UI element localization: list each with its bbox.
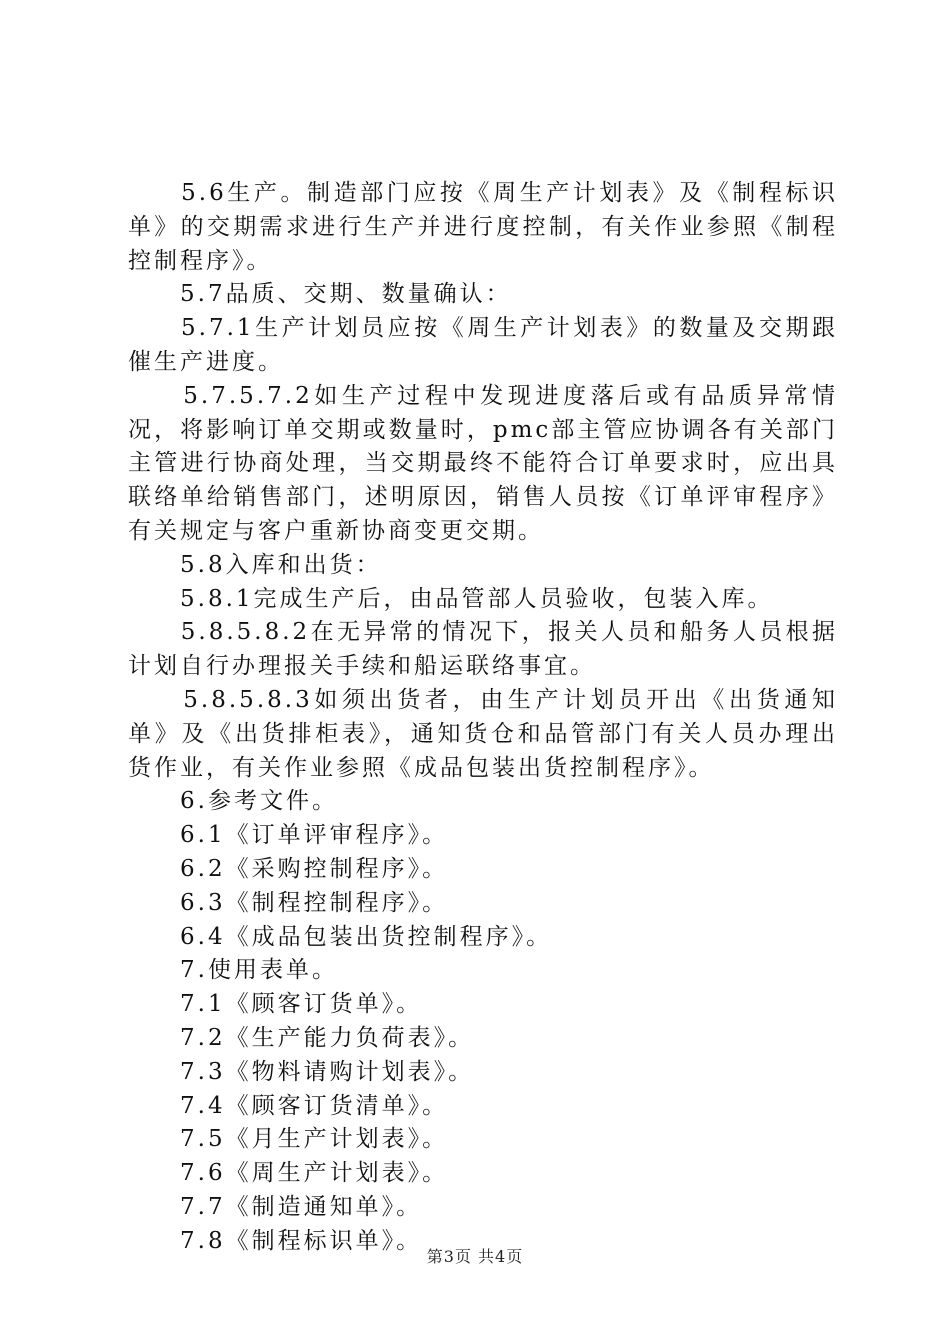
paragraph-5-7: 5.7品质、交期、数量确认： — [128, 281, 512, 308]
paragraph-5-8-1: 5.8.1完成生产后，由品管部人员验收，包装入库。 — [128, 585, 774, 612]
paragraph-7-8: 7.8《制程标识单》。 — [128, 1227, 423, 1254]
paragraph-6-1: 6.1《订单评审程序》。 — [128, 822, 449, 849]
paragraph-6-4: 6.4《成品包装出货控制程序》。 — [128, 923, 553, 950]
page-footer: 第3页 共4页 — [426, 1247, 524, 1266]
paragraph-7-7: 7.7《制造通知单》。 — [128, 1193, 423, 1220]
paragraph-7-3: 7.3《物料请购计划表》。 — [128, 1058, 475, 1085]
paragraph-6: 6.参考文件。 — [128, 788, 338, 815]
paragraph-5-7-2: 5.7.5.7.2如生产过程中发现进度落后或有品质异常情况，将影响订单交期或数量时，pmc部主管应协调各有关部门主管进行协商处理，当交期最终不能符合订单要求时，应出具联络单给销售部门，述明原因，销售人员按《订单评审程序》有关规定与客户重新协商变更交期。 — [128, 382, 838, 544]
paragraph-5-8-2: 5.8.5.8.2在无异常的情况下，报关人员和船务人员根据计划自行办理报关手续和船运联络事宜。 — [128, 619, 838, 680]
paragraph-5-8-3: 5.8.5.8.3如须出货者，由生产计划员开出《出货通知单》及《出货排柜表》，通知货仓和品管部门有关人员办理出货作业，有关作业参照《成品包装出货控制程序》。 — [128, 686, 838, 781]
paragraph-7-2: 7.2《生产能力负荷表》。 — [128, 1024, 475, 1051]
paragraph-5-8: 5.8入库和出货： — [128, 551, 382, 578]
paragraph-7: 7.使用表单。 — [128, 957, 338, 984]
paragraph-7-4: 7.4《顾客订货清单》。 — [128, 1092, 449, 1119]
paragraph-6-3: 6.3《制程控制程序》。 — [128, 889, 449, 916]
paragraph-5-6: 5.6生产。制造部门应按《周生产计划表》及《制程标识单》的交期需求进行生产并进行度控制，有关作业参照《制程控制程序》。 — [128, 180, 838, 274]
paragraph-5-7-1: 5.7.1生产计划员应按《周生产计划表》的数量及交期跟催生产进度。 — [128, 315, 838, 375]
document-body — [128, 177, 838, 1259]
paragraph-7-1: 7.1《顾客订货单》。 — [128, 991, 423, 1018]
paragraph-7-6: 7.6《周生产计划表》。 — [128, 1160, 449, 1187]
paragraph-7-5: 7.5《月生产计划表》。 — [128, 1126, 449, 1153]
paragraph-6-2: 6.2《采购控制程序》。 — [128, 855, 449, 882]
